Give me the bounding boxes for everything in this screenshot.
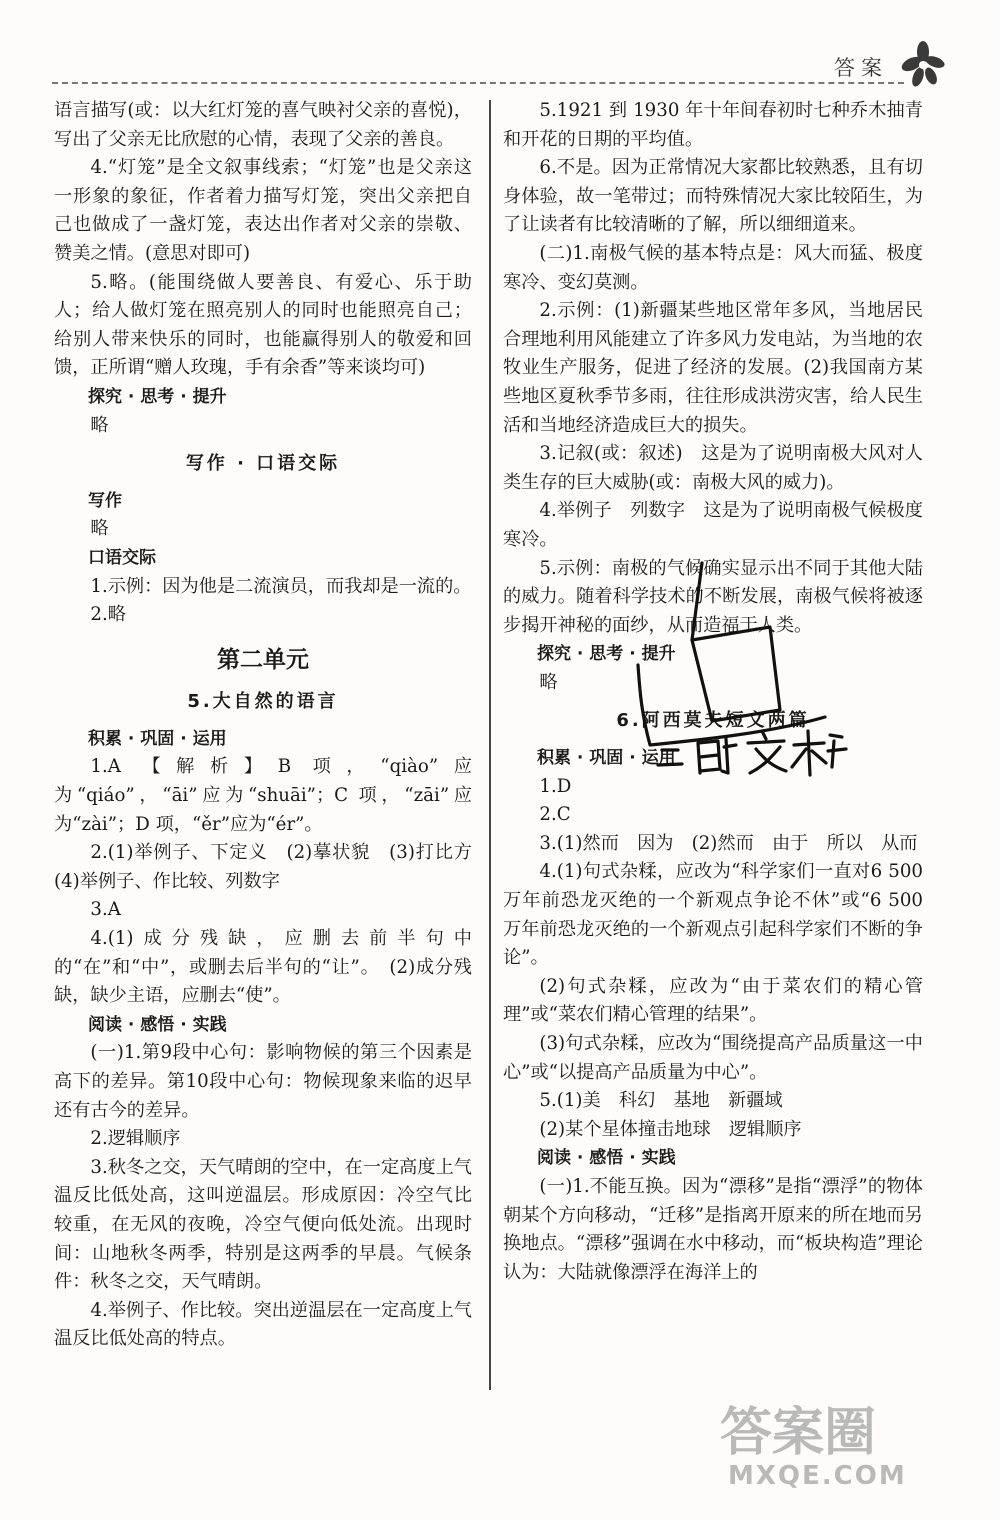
answer-paragraph: 语言描写(或：以大红灯笼的喜气映衬父亲的喜悦)，写出了父亲无比欣慰的心情，表现了父亲的善良。 xyxy=(54,100,472,150)
answer-paragraph: (2)某个星体撞击地球 逻辑顺序 xyxy=(539,1118,802,1140)
header-divider xyxy=(52,82,904,84)
lesson-title: 5.大自然的语言 xyxy=(187,691,339,713)
answer-paragraph: 2.(1)举例子、下定义 (2)摹状貌 (3)打比方 (4)举例子、作比较、列数字 xyxy=(54,842,491,892)
column-divider xyxy=(489,100,491,1390)
answer-paragraph: 5.1921 到 1930 年十年间春初时七种乔木抽青和开花的日期的平均值。 xyxy=(503,100,923,150)
watermark-url: MXQE.COM xyxy=(728,1461,907,1491)
answer-paragraph: (2)句式杂糅，应改为“由于菜农们的精心管理”或“菜农们精心管理的结果”。 xyxy=(503,975,923,1026)
answer-paragraph: (二)1.南极气候的基本特点是：风大而猛、极度寒冷、变幻莫测。 xyxy=(503,242,923,293)
answer-paragraph: 2.略 xyxy=(90,604,126,626)
answer-paragraph: 4.(1)成分残缺，应删去前半句中的“在”和“中”，或删去后半句的“让”。 (2)成分残缺，缺少主语，应删去“使”。 xyxy=(54,928,472,1007)
unit-title: 第二单元 xyxy=(217,646,309,673)
section-heading: 积累 · 巩固 · 运用 xyxy=(537,748,676,769)
watermark-logo xyxy=(714,1390,978,1492)
lesson-title: 写作 · 口语交际 xyxy=(185,453,341,475)
answer-paragraph: (一)1.第9段中心句：影响物候的第三个因素是高下的差异。第10段中心句：物候现象来临的迟早还有古今的差异。 xyxy=(54,1042,472,1121)
answer-paragraph: 4.(1)句式杂糅，应改为“科学家们一直对6 500万年前恐龙灭绝的一个新观点争论不休”或“6 500 万年前恐龙灭绝的一个新观点引起科学家们不断的争论”。 xyxy=(503,861,923,969)
answer-paragraph: 略 xyxy=(90,518,109,540)
answer-paragraph: (一)1.不能互换。因为“漂移”是指“漂浮”的物体朝某个方向移动，“迁移”是指离开原来的所在地而另换地点。“漂移”强调在水中移动，而“板块构造”理论认为：大陆就像漂浮在海洋上的 xyxy=(503,1175,923,1283)
answer-paragraph: 5.示例：南极的气候确实显示出不同于其他大陆的威力。随着科学技术的不断发展，南极气候将被逐步揭开神秘的面纱，从而造福于人类。 xyxy=(503,557,923,636)
answer-paragraph: 4.举例子 列数字 这是为了说明南极气候极度寒冷。 xyxy=(503,500,923,550)
answer-paragraph: (3)句式杂糅，应改为“围绕提高产品质量这一中心”或“以提高产品质量为中心”。 xyxy=(503,1033,923,1083)
answer-paragraph: 1.示例：因为他是二流演员，而我却是一流的。 xyxy=(90,575,472,597)
section-heading: 积累 · 巩固 · 运用 xyxy=(88,728,227,749)
section-heading: 阅读 · 感悟 · 实践 xyxy=(537,1148,676,1169)
answer-paragraph: 略 xyxy=(90,414,109,436)
answer-paragraph: 6.不是。因为正常情况大家都比较熟悉，且有切身体验，故一笔带过；而特殊情况大家比较陌生，为了让读者有比较清晰的了解，所以细细道来。 xyxy=(503,157,923,236)
section-heading: 阅读 · 感悟 · 实践 xyxy=(88,1014,227,1035)
answer-paragraph: 4.“灯笼”是全文叙事线索；“灯笼”也是父亲这一形象的象征，作者着力描写灯笼，突出父亲把自己也做成了一盏灯笼，表达出作者对父亲的崇敬、赞美之情。(意思对即可) xyxy=(54,157,472,264)
answer-paragraph: 2.示例：(1)新疆某些地区常年多风，当地居民合理地利用风能建立了许多风力发电站，为当地的农牧业生产服务，促进了经济的发展。(2)我国南方某些地区夏秋季节多雨，往往形成洪涝灾害，给人民生活和当地经济造成巨大的损失。 xyxy=(503,300,923,436)
answer-paragraph: 3.记叙(或：叙述) 这是为了说明南极大风对人类生存的巨大威胁(或：南极大风的威力)。 xyxy=(503,443,923,493)
answer-paragraph: 4.举例子、作比较。突出逆温层在一定高度上气温反比低处高的特点。 xyxy=(54,1299,472,1350)
answer-paragraph: 5.略。(能围绕做人要善良、有爱心、乐于助人；给人做灯笼在照亮别人的同时也能照亮自己；给别人带来快乐的同时，也能赢得别人的敬爱和回馈，正所谓“赠人玫瑰，手有余香”等来谈均可) xyxy=(54,271,472,379)
section-heading: 探究 · 思考 · 提升 xyxy=(537,644,676,665)
answer-paragraph: 3.A xyxy=(90,899,121,921)
answer-paragraph: 1.D xyxy=(539,775,572,797)
answer-paragraph: 3.秋冬之交，天气晴朗的空中，在一定高度上气温反比低处高，这叫逆温层。形成原因：冷空气比较重，在无风的夜晚，冷空气便向低处流。出现时间：山地秋冬两季，特别是这两季的早晨。气候条件：秋冬之交，天气晴朗。 xyxy=(54,1156,472,1293)
flower-icon xyxy=(898,40,948,88)
answer-paragraph: 略 xyxy=(539,671,558,693)
answer-paragraph: 3.(1)然而 因为 (2)然而 由于 所以 从而 xyxy=(539,832,918,854)
section-heading: 口语交际 xyxy=(88,547,156,568)
left-column xyxy=(54,97,491,1354)
answer-paragraph: 2.C xyxy=(539,804,571,826)
answer-paragraph: 2.逻辑顺序 xyxy=(90,1128,181,1150)
handwriting-scribble xyxy=(580,545,880,785)
section-heading: 探究 · 思考 · 提升 xyxy=(88,386,227,407)
header-tag: 答案 xyxy=(834,56,888,80)
lesson-title: 6.阿西莫夫短文两篇 xyxy=(616,710,810,732)
answer-paragraph: 5.(1)美 科幻 基地 新疆域 xyxy=(539,1090,783,1112)
answer-paragraph: 1.A 【解析】B 项，“qiào”应为“qiáo”，“āi”应为“shuāi”；C 项，“zāi”应为“zài”；D 项，“ěr”应为“ér”。 xyxy=(54,756,472,835)
section-heading: 写作 xyxy=(88,490,122,511)
watermark-main: 答案圈 xyxy=(720,1403,877,1463)
